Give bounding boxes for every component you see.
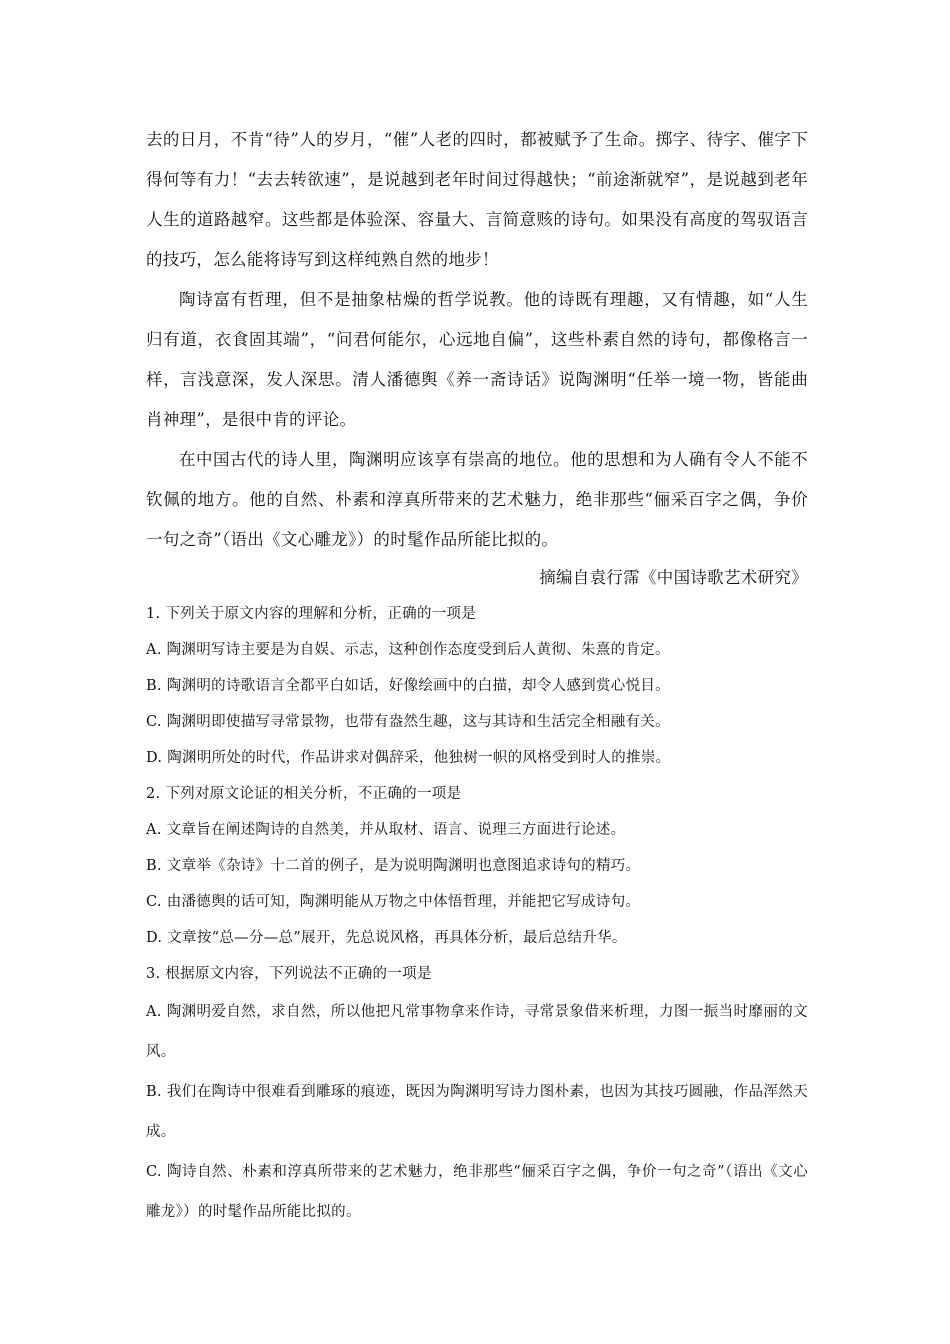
option-d: D. 陶渊明所处的时代，作品讲求对偶辞采，他独树一帜的风格受到时人的推崇。 bbox=[146, 750, 671, 766]
question-stem: 3. 根据原文内容，下列说法不正确的一项是 bbox=[146, 966, 432, 982]
passage-source: 摘编自袁行霈《中国诗歌艺术研究》 bbox=[539, 568, 808, 587]
option-c: C. 由潘德舆的话可知，陶渊明能从万物之中体悟哲理，并能把它写成诗句。 bbox=[146, 894, 641, 910]
question-stem: 1. 下列关于原文内容的理解和分析，正确的一项是 bbox=[146, 606, 477, 622]
option-d: D. 文章按“总—分—总”展开，先总说风格，再具体分析，最后总结升华。 bbox=[146, 930, 627, 946]
passage-paragraph-1: 去的日月，不肯“待”人的岁月，“催”人老的四时，都被赋予了生命。掷字、待字、催字下得何等有力！“去去转欲速”，是说越到老年时间过得越快；“前途渐就窄”，是说越到老年人生的道路越窄。这些都是体验深、容量大、言简意赅的诗句。如果没有高度的驾驭语言的技巧，怎么能将诗写到这样纯熟自然的地步！ bbox=[146, 130, 808, 269]
option-a: A. 陶渊明爱自然，求自然，所以他把凡常事物拿来作诗，寻常景象借来析理，力图一振当时靡丽的文风。 bbox=[146, 1004, 808, 1060]
question-stem: 2. 下列对原文论证的相关分析，不正确的一项是 bbox=[146, 786, 462, 802]
question-1 bbox=[146, 596, 808, 776]
option-c: C. 陶诗自然、朴素和淳真所带来的艺术魅力，绝非那些“俪采百字之偶，争价一句之奇”（语出《文心雕龙》）的时髦作品所能比拟的。 bbox=[146, 1164, 808, 1220]
option-a: A. 陶渊明写诗主要是为自娱、示志，这种创作态度受到后人黄彻、朱熹的肯定。 bbox=[146, 642, 670, 658]
option-a: A. 文章旨在阐述陶诗的自然美，并从取材、语言、说理三方面进行论述。 bbox=[146, 822, 626, 838]
option-b: B. 陶渊明的诗歌语言全都平白如话，好像绘画中的白描，却令人感到赏心悦目。 bbox=[146, 678, 670, 694]
passage-paragraph-3: 在中国古代的诗人里，陶渊明应该享有崇高的地位。他的思想和为人确有令人不能不钦佩的地方。他的自然、朴素和淳真所带来的艺术魅力，绝非那些“俪采百字之偶，争价一句之奇”（语出《文心雕龙》）的时髦作品所能比拟的。 bbox=[146, 450, 808, 549]
option-b: B. 文章举《杂诗》十二首的例子，是为说明陶渊明也意图追求诗句的精巧。 bbox=[146, 858, 641, 874]
passage-paragraph-2: 陶诗富有哲理，但不是抽象枯燥的哲学说教。他的诗既有理趣，又有情趣，如“人生归有道，衣食固其端”，“问君何能尔，心远地自偏”，这些朴素自然的诗句，都像格言一样，言浅意深，发人深思。清人潘德舆《养一斋诗话》说陶渊明“任举一境一物，皆能曲肖神理”，是很中肯的评论。 bbox=[146, 290, 808, 429]
question-3 bbox=[146, 956, 808, 1232]
option-b: B. 我们在陶诗中很难看到雕琢的痕迹，既因为陶渊明写诗力图朴素，也因为其技巧圆融，作品浑然天成。 bbox=[146, 1084, 808, 1140]
document-page bbox=[146, 120, 808, 1232]
option-c: C. 陶渊明即使描写寻常景物，也带有盎然生趣，这与其诗和生活完全相融有关。 bbox=[146, 714, 670, 730]
question-2 bbox=[146, 776, 808, 956]
